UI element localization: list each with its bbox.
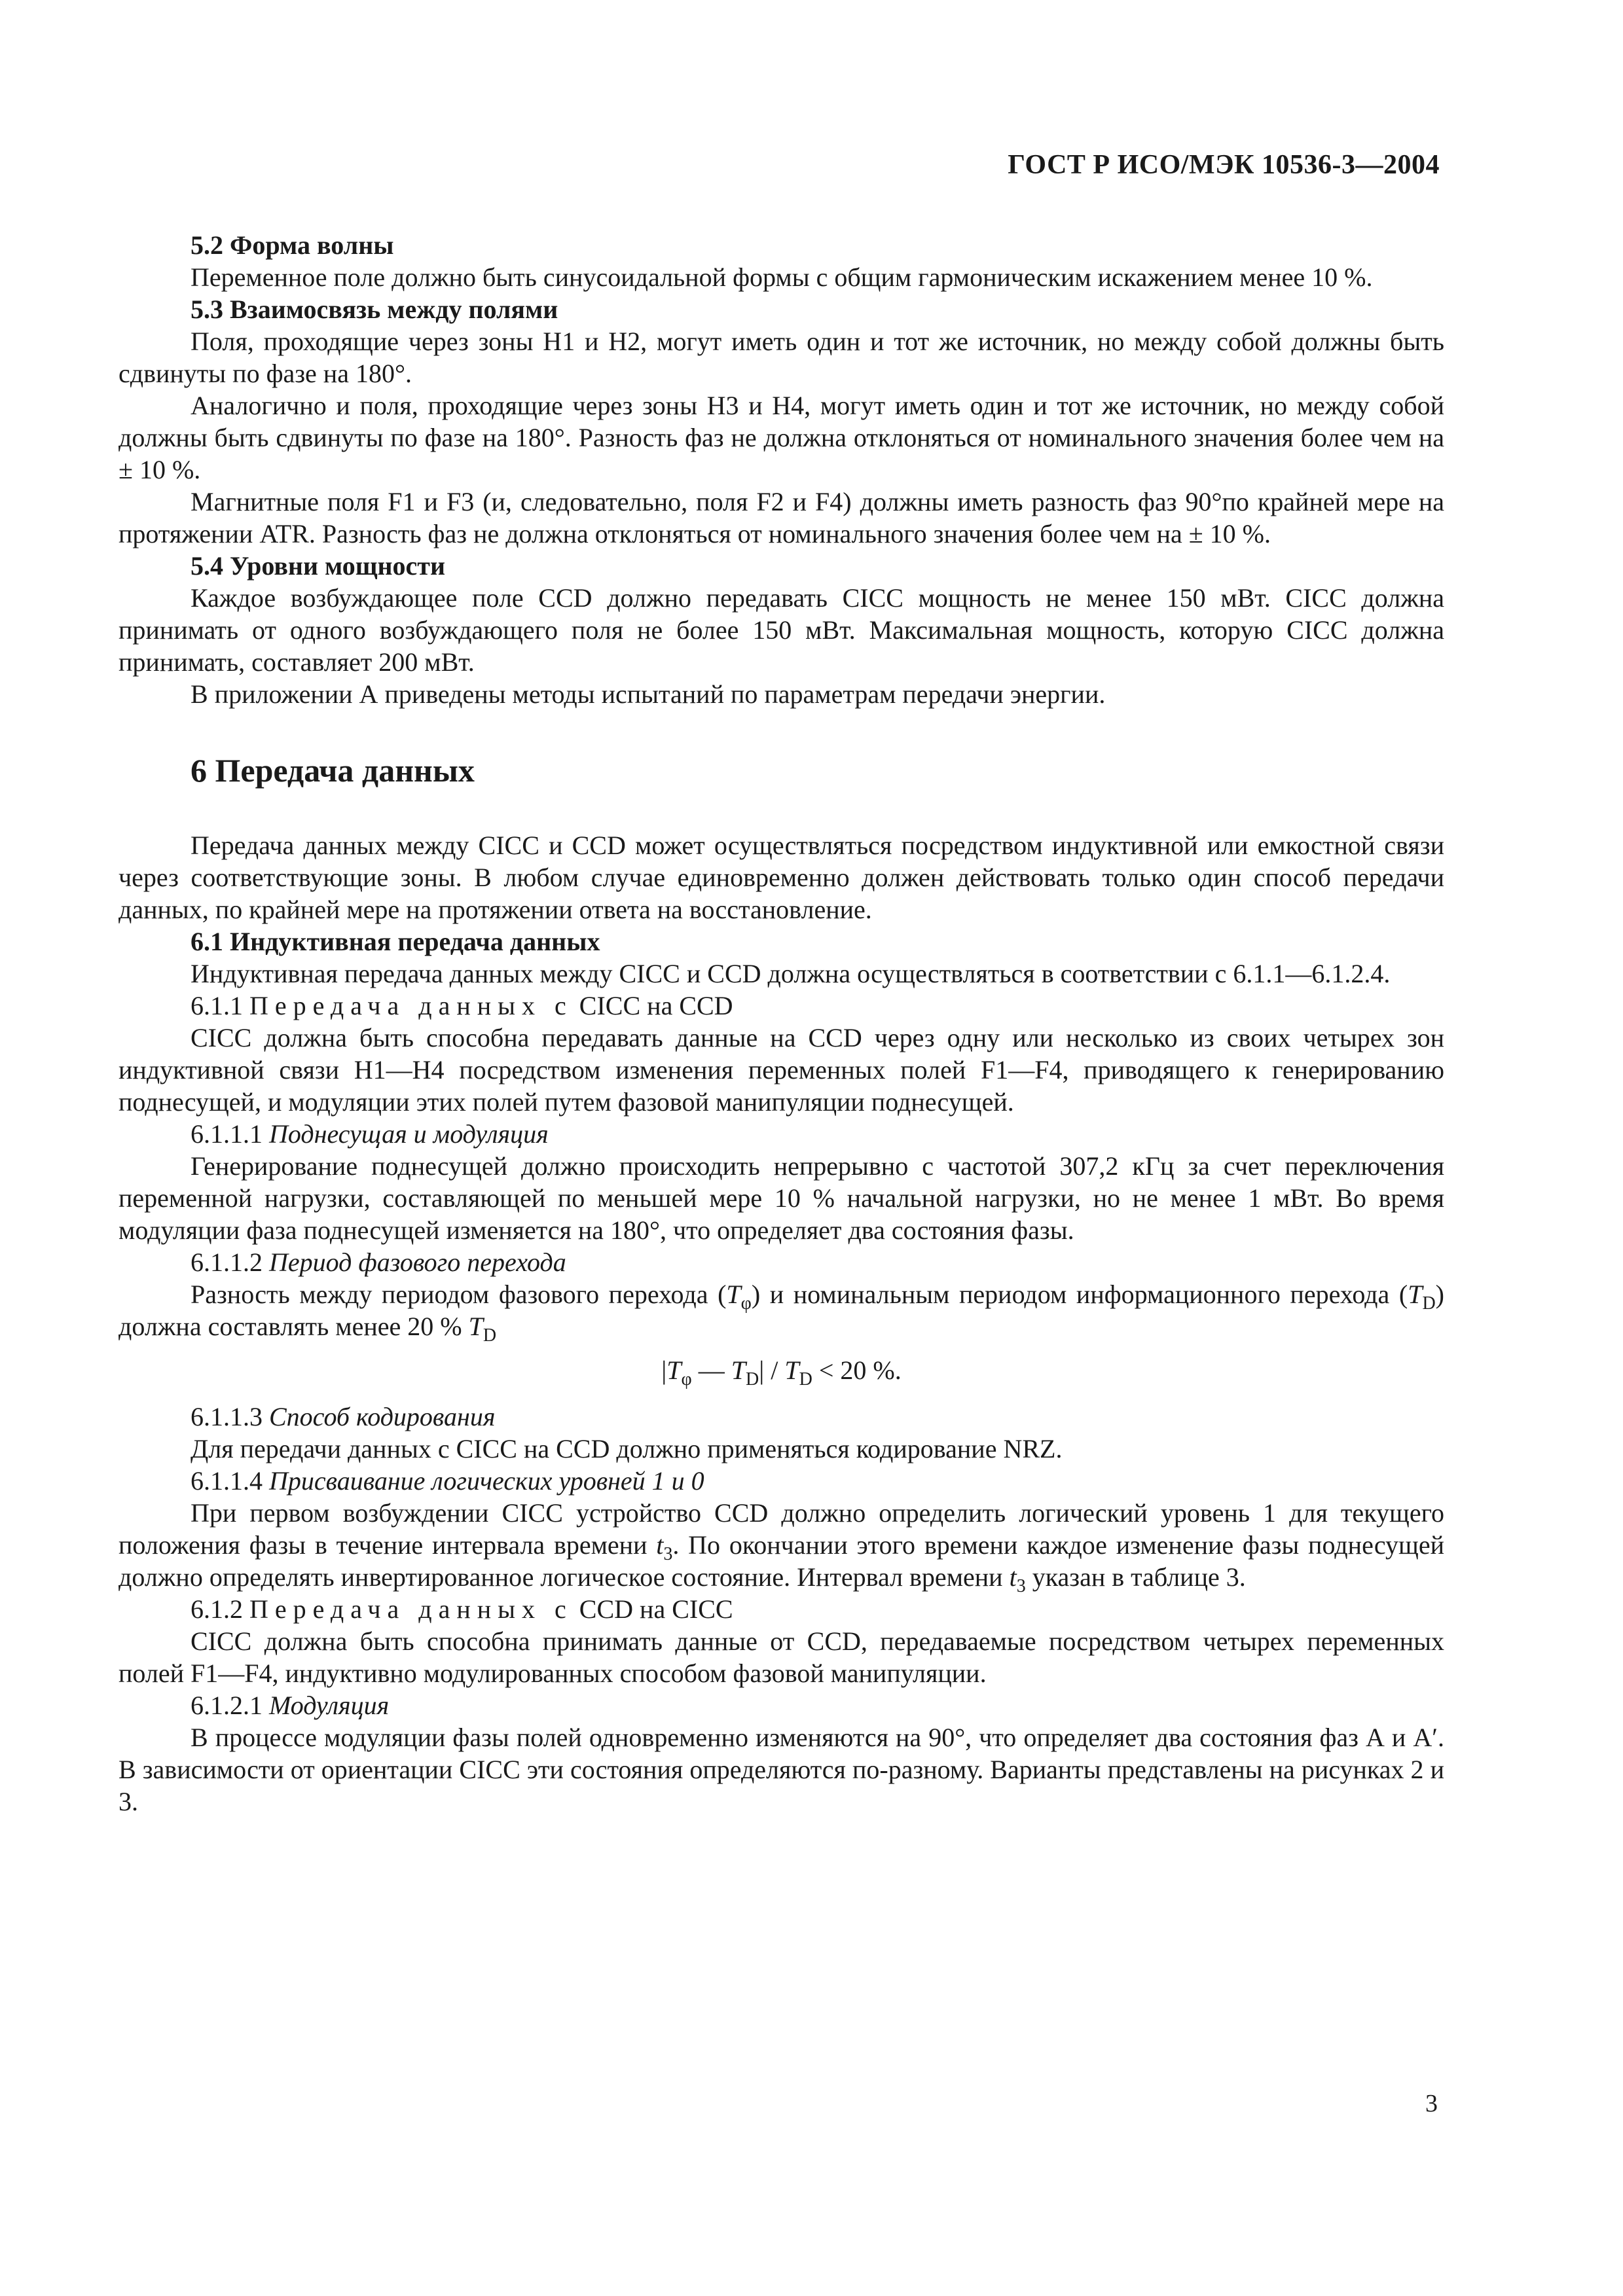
paragraph: Каждое возбуждающее поле CCD должно передавать CICC мощность не менее 150 мВт. CICC должна принимать от одного возбуждающего поля не более 150 мВт. Максимальная мощность, которую CICC должна принимать, составляет 200 мВт. xyxy=(119,583,1444,677)
paragraph: В процессе модуляции фазы полей одновременно изменяются на 90°, что определяет два состояния фаз А и А′. В зависимости от ориентации CICC эти состояния определяются по-разному. Варианты представлены на рисунках 2 и 3. xyxy=(119,1723,1444,1816)
section-title-6-1-1-1 xyxy=(119,1118,1444,1150)
page-number: 3 xyxy=(1425,2090,1438,2117)
section-title-5-2: 5.2 Форма волны xyxy=(191,230,394,260)
italic-title: Модуляция xyxy=(269,1691,390,1720)
text-run: При первом возбуждении CICC устройство CCD должно определить логический уровень 1 для текущего положения фазы в течение интервала времени xyxy=(119,1498,1444,1560)
formula-part: < 20 %. xyxy=(812,1355,902,1385)
formula-part: — xyxy=(691,1355,731,1385)
section-title-6-1-1 xyxy=(119,990,1444,1022)
section-title-5-3: 5.3 Взаимосвязь между полями xyxy=(191,295,558,324)
symbol-T: T xyxy=(784,1355,799,1385)
italic-title: Поднесущая и модуляция xyxy=(269,1119,549,1149)
symbol-T: T xyxy=(726,1280,741,1309)
paragraph: В приложении А приведены методы испытаний по параметрам передачи энергии. xyxy=(191,679,1106,709)
section-title-6-1-1-2 xyxy=(119,1246,1444,1278)
document-code: ГОСТ Р ИСО/МЭК 10536-3—2004 xyxy=(1008,150,1440,180)
section-number: 6.1.1.2 xyxy=(191,1247,263,1277)
paragraph: Поля, проходящие через зоны H1 и H2, могут иметь один и тот же источник, но между собой должны быть сдвинуты по фазе на 180°. xyxy=(119,327,1444,388)
section-number: 6.1.1.3 xyxy=(191,1402,263,1431)
text-run: Разность между периодом фазового перехода ( xyxy=(191,1280,727,1309)
subscript-phi: φ xyxy=(681,1369,692,1390)
subscript-D: D xyxy=(1422,1293,1436,1314)
section-title-6-1-2 xyxy=(119,1593,1444,1625)
italic-title: Присваивание логических уровней 1 и 0 xyxy=(269,1466,704,1496)
section-heading-6: 6 Передача данных xyxy=(191,752,475,789)
paragraph: Передача данных между CICC и CCD может осуществляться посредством индуктивной или емкостной связи через соответствующие зоны. В любом случае единовременно должен действовать только один способ передачи данных, по крайней мере на протяжении ответа на восстановление. xyxy=(119,831,1444,924)
page-body xyxy=(119,229,1444,1818)
symbol-T: T xyxy=(666,1355,682,1385)
italic-title: Способ кодирования xyxy=(269,1402,496,1431)
paragraph: CICC должна быть способна передавать данные на CCD через одну или несколько из своих четырех зон индуктивной связи H1—H4 посредством изменения переменных полей F1—F4, приводящего к генерированию поднесущей, и модуляции этих полей путем фазовой манипуляции поднесущей. xyxy=(119,1023,1444,1117)
italic-title: Период фазового перехода xyxy=(269,1247,566,1277)
subscript-3: 3 xyxy=(663,1544,673,1564)
section-title-6-1: 6.1 Индуктивная передача данных xyxy=(191,927,600,956)
text-run: ) должна составлять менее 20 % xyxy=(119,1280,1444,1341)
section-number: 6.1.1.1 xyxy=(191,1119,263,1149)
paragraph: Магнитные поля F1 и F3 (и, следовательно, поля F2 и F4) должны иметь разность фаз 90°по крайней мере на протяжении ATR. Разность фаз не должна отклоняться от номинального значения более чем на ± 10 %. xyxy=(119,487,1444,548)
title-rest: CCD на CICC xyxy=(579,1594,733,1624)
spaced-title: Передача данных с xyxy=(249,1594,573,1624)
section-title-5-4: 5.4 Уровни мощности xyxy=(191,551,446,581)
text-run: . По окончании этого времени каждое изменение фазы поднесущей должно определять инвертированное логическое состояние. Интервал времени xyxy=(119,1530,1445,1592)
symbol-T: T xyxy=(1408,1280,1423,1309)
paragraph: Генерирование поднесущей должно происходить непрерывно с частотой 307,2 кГц за счет переключения переменной нагрузки, составляющей по меньшей мере 10 % начальной нагрузки, но не менее 1 мВт. Во время модуляции фаза поднесущей изменяется на 180°, что определяет два состояния фазы. xyxy=(119,1151,1444,1245)
symbol-t: t xyxy=(656,1530,664,1560)
symbol-T: T xyxy=(468,1312,483,1341)
formula-part: | xyxy=(661,1355,667,1385)
paragraph: Индуктивная передача данных между CICC и CCD должна осуществляться в соответствии с 6.1.1—6.1.2.4. xyxy=(191,959,1391,988)
paragraph-with-symbols xyxy=(119,1278,1444,1346)
subscript-phi: φ xyxy=(740,1293,752,1314)
subscript-D: D xyxy=(483,1325,497,1346)
formula-part: | / xyxy=(759,1355,785,1385)
paragraph: Для передачи данных с CICC на CCD должно применяться кодирование NRZ. xyxy=(191,1434,1063,1463)
section-title-6-1-2-1 xyxy=(119,1689,1444,1721)
subscript-3: 3 xyxy=(1016,1576,1026,1596)
symbol-t: t xyxy=(1009,1562,1017,1592)
title-rest: CICC на CCD xyxy=(579,991,733,1020)
paragraph: CICC должна быть способна принимать данные от CCD, передаваемые посредством четырех переменных полей F1—F4, индуктивно модулированных способом фазовой манипуляции. xyxy=(119,1626,1444,1688)
spaced-title: Передача данных с xyxy=(249,991,573,1020)
section-number: 6.1.1 xyxy=(191,991,243,1020)
paragraph-with-symbols xyxy=(119,1497,1445,1596)
paragraph: Аналогично и поля, проходящие через зоны H3 и H4, могут иметь один и тот же источник, но между собой должны быть сдвинуты по фазе на 180°. Разность фаз не должна отклоняться от номинального значения более чем на ± 10 %. xyxy=(119,391,1444,484)
section-number: 6.1.2 xyxy=(191,1594,243,1624)
symbol-T: T xyxy=(731,1355,746,1385)
text-run: ) и номинальным периодом информационного перехода ( xyxy=(751,1280,1408,1309)
formula xyxy=(119,1354,1444,1390)
section-number: 6.1.1.4 xyxy=(191,1466,263,1496)
section-title-6-1-1-4 xyxy=(119,1465,1444,1497)
section-title-6-1-1-3 xyxy=(119,1401,1444,1433)
paragraph: Переменное поле должно быть синусоидальной формы с общим гармоническим искажением менее 10 %. xyxy=(191,262,1373,292)
subscript-D: D xyxy=(799,1369,812,1390)
section-number: 6.1.2.1 xyxy=(191,1691,263,1720)
subscript-D: D xyxy=(745,1369,759,1390)
text-run: указан в таблице 3. xyxy=(1032,1562,1246,1592)
